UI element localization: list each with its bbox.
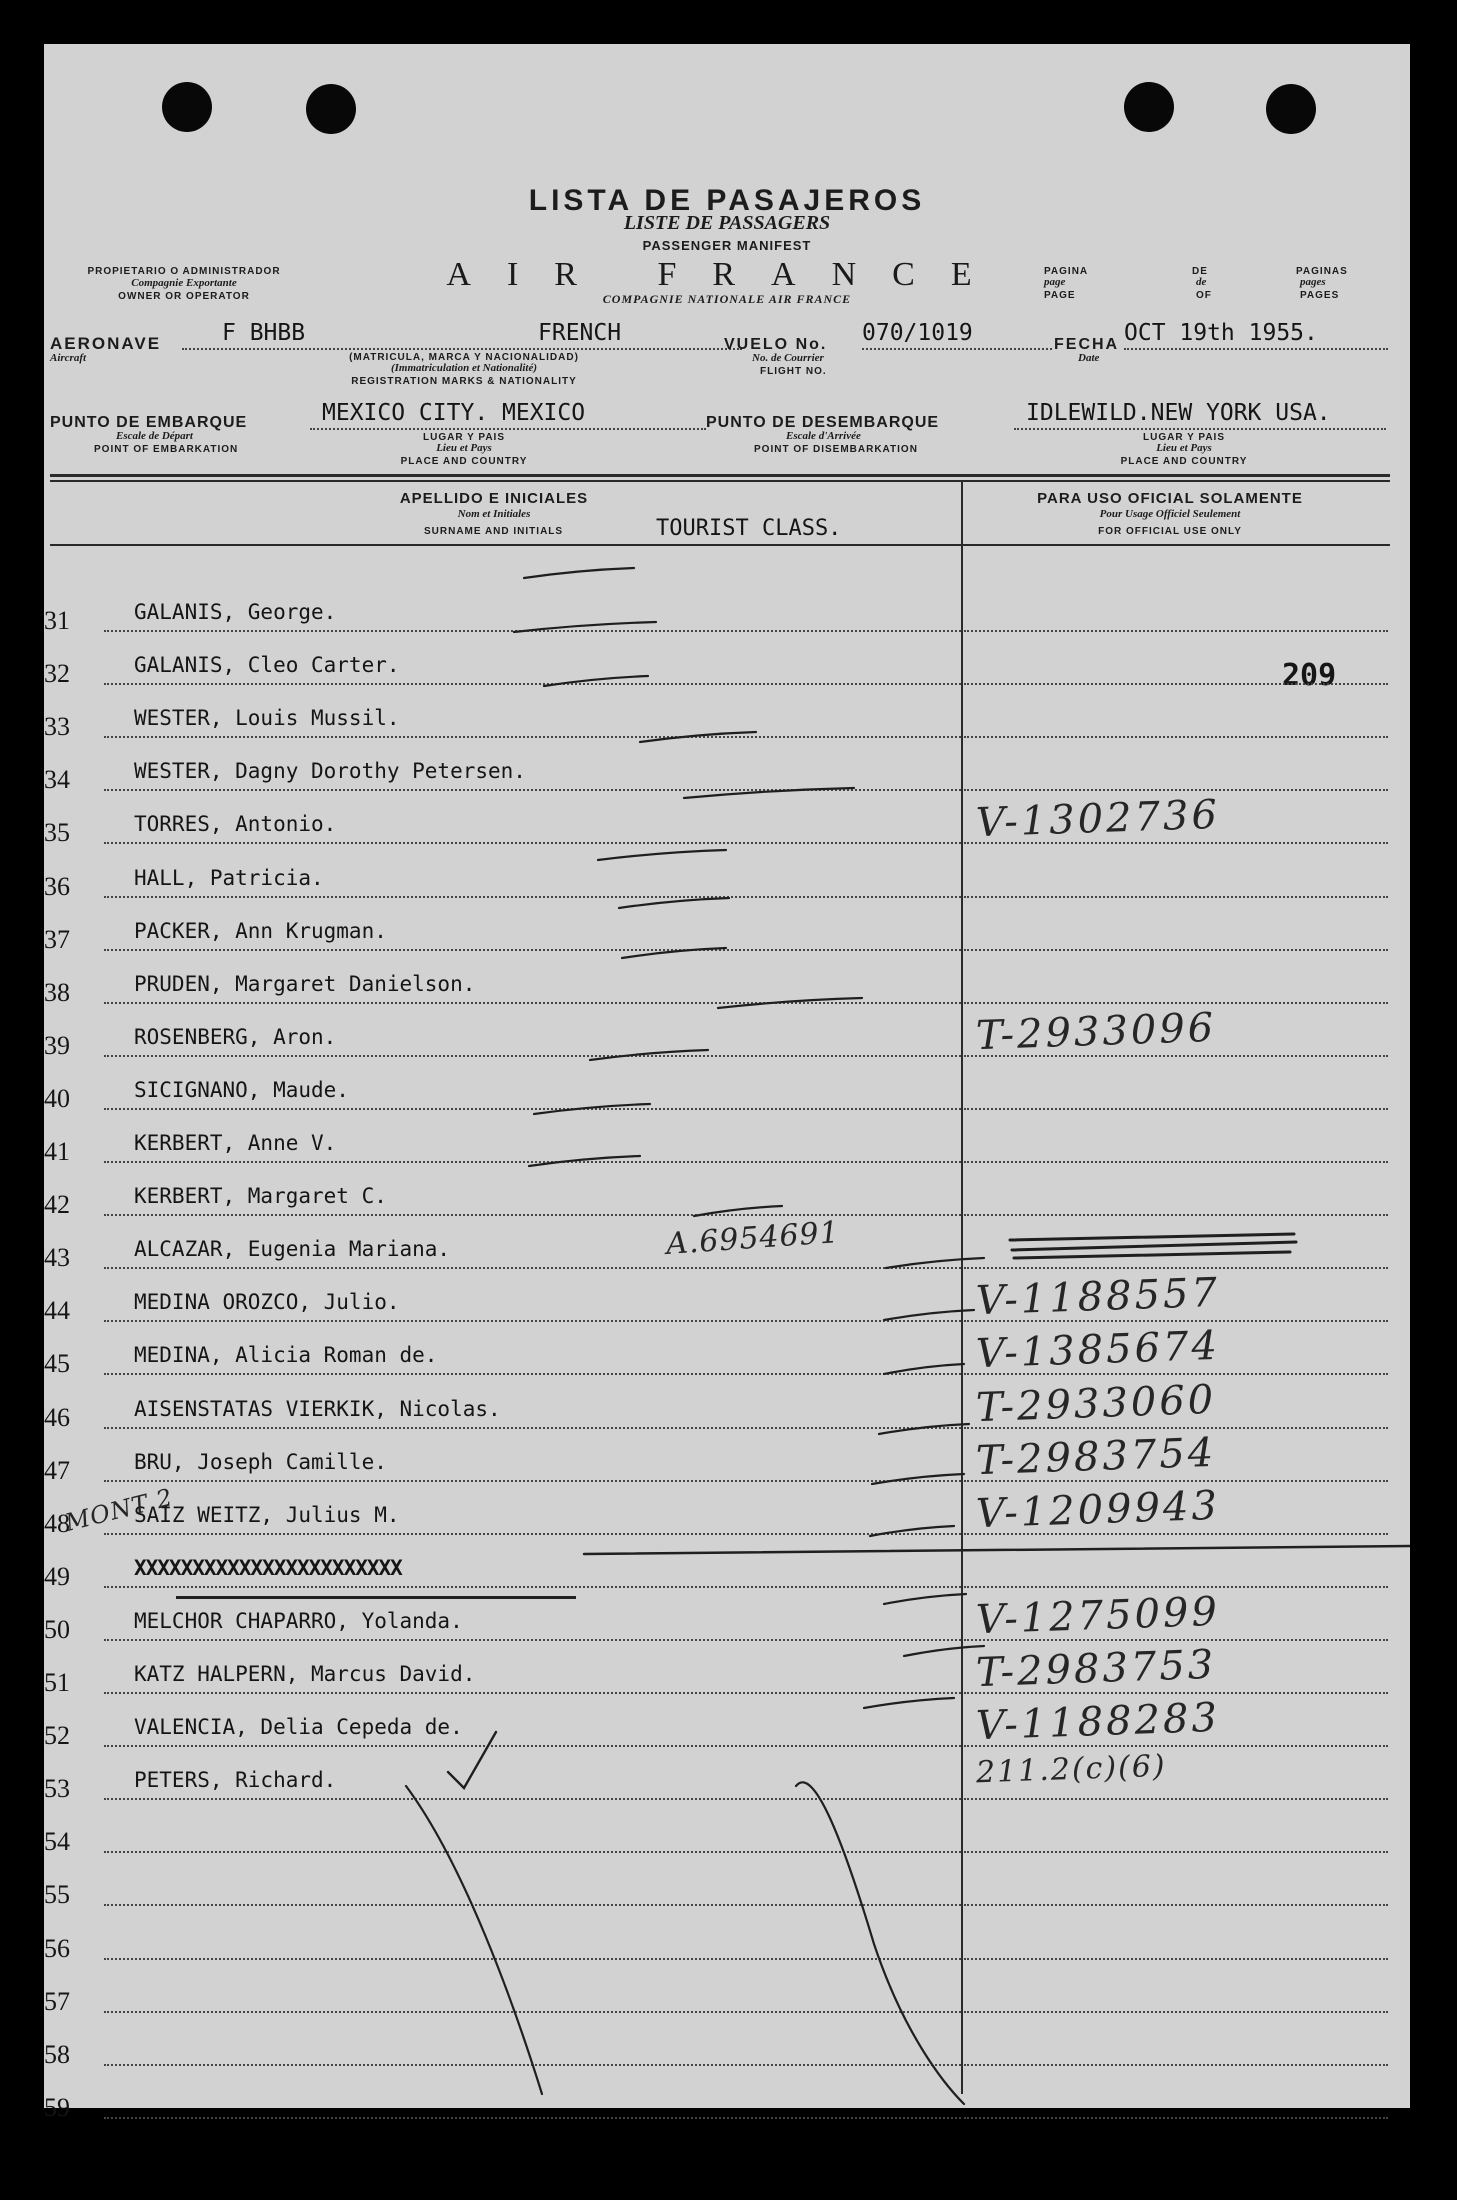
disembark-label-en: POINT OF DISEMBARKATION xyxy=(754,444,918,455)
visa-number: T-2933096 xyxy=(975,1004,1217,1059)
passenger-name: TORRES, Antonio. xyxy=(134,812,337,837)
row-number: 41 xyxy=(44,1137,70,1166)
pen-mark xyxy=(884,1594,966,1604)
row-number: 44 xyxy=(44,1296,70,1326)
flight-label: VUELO No. xyxy=(724,336,828,353)
passenger-name: MELCHOR CHAPARRO, Yolanda. xyxy=(134,1608,463,1633)
visa-number: V-1302736 xyxy=(975,792,1221,847)
page-title-en: PASSENGER MANIFEST xyxy=(642,238,812,253)
disembark-place-fr: Lieu et Pays xyxy=(1156,442,1212,454)
pen-mark xyxy=(640,732,756,742)
visa-number: V-1385674 xyxy=(975,1323,1221,1378)
row-number: 53 xyxy=(44,1774,70,1804)
pen-mark xyxy=(886,1258,984,1268)
disembark-label: PUNTO DE DESEMBARQUE xyxy=(706,414,940,431)
passenger-name: KERBERT, Anne V. xyxy=(134,1131,337,1155)
row-number: 32 xyxy=(44,659,70,689)
name-column-header-en: SURNAME AND INITIALS xyxy=(424,526,564,537)
row-number: 45 xyxy=(44,1349,70,1379)
passenger-name: GALANIS, George. xyxy=(134,600,337,624)
page-title: LISTA DE PASAJEROS xyxy=(528,184,926,217)
pen-mark xyxy=(590,1050,708,1060)
visa-number: V-1209943 xyxy=(975,1482,1221,1537)
row-underline xyxy=(104,2117,961,2119)
passenger-name: MEDINA, Alicia Roman de. xyxy=(134,1343,438,1368)
disembark-place-en: PLACE AND COUNTRY xyxy=(1120,456,1248,467)
pen-mark xyxy=(694,1206,782,1216)
row-number: 34 xyxy=(44,765,70,795)
passenger-name: ALCAZAR, Eugenia Mariana. xyxy=(134,1237,451,1262)
pen-mark xyxy=(524,568,634,578)
registration-label-es: (MATRICULA, MARCA Y NACIONALIDAD) xyxy=(349,352,579,363)
row-number: 39 xyxy=(44,1030,70,1060)
embark-label-fr: Escale de Départ xyxy=(116,430,193,442)
visa-number: T-2933060 xyxy=(975,1376,1217,1431)
passenger-name: KERBERT, Margaret C. xyxy=(134,1184,387,1209)
ink-annotations xyxy=(44,44,1410,2108)
visa-number: 211.2(c)(6) xyxy=(975,1748,1168,1791)
row-number: 36 xyxy=(44,871,70,901)
official-column-header-es: PARA USO OFICIAL SOLAMENTE xyxy=(1037,490,1303,507)
flight-label-en: FLIGHT NO. xyxy=(760,366,827,377)
pen-mark xyxy=(619,898,729,908)
visa-number: V-1275099 xyxy=(975,1588,1221,1644)
owner-label-fr: Compagnie Exportante xyxy=(131,277,237,289)
embark-value: MEXICO CITY. MEXICO xyxy=(322,400,586,426)
row-number: 57 xyxy=(44,1986,70,2016)
pen-mark xyxy=(870,1526,954,1536)
pen-mark xyxy=(622,948,726,958)
pen-mark xyxy=(904,1646,984,1656)
stamp-number: 209 xyxy=(1282,658,1337,693)
passenger-name: AISENSTATAS VIERKIK, Nicolas. xyxy=(134,1396,501,1421)
pages-label-es: PAGINAS xyxy=(1296,266,1348,277)
of-label-fr: de xyxy=(1196,276,1207,288)
row-number: 55 xyxy=(44,1880,70,1910)
aircraft-nationality: FRENCH xyxy=(538,320,622,346)
disembark-value: IDLEWILD.NEW YORK USA. xyxy=(1026,400,1331,426)
of-label-en: OF xyxy=(1196,290,1212,301)
row-number: 52 xyxy=(44,1721,70,1751)
passenger-name: WESTER, Dagny Dorothy Petersen. xyxy=(134,759,526,784)
row-number: 33 xyxy=(44,712,70,742)
flight-date: OCT 19th 1955. xyxy=(1124,320,1318,346)
row-number: 31 xyxy=(44,606,70,635)
pen-mark xyxy=(448,1732,496,1788)
airline-subtitle: COMPAGNIE NATIONALE AIR FRANCE xyxy=(602,292,852,306)
pen-mark xyxy=(884,1364,964,1374)
row-number: 46 xyxy=(44,1402,70,1432)
row-number: 56 xyxy=(44,1933,70,1963)
pages-label-fr: pages xyxy=(1300,276,1326,288)
disembark-place-es: LUGAR Y PAIS xyxy=(1142,432,1225,443)
visa-number: T-2983754 xyxy=(975,1429,1217,1484)
row-number: 58 xyxy=(44,2039,70,2069)
passenger-name: HALL, Patricia. xyxy=(134,865,324,890)
official-column-header-fr: Pour Usage Officiel Seulement xyxy=(1099,508,1241,520)
row-number: 59 xyxy=(44,2092,70,2122)
page-label-es: PAGINA xyxy=(1044,266,1089,277)
pen-mark xyxy=(684,788,854,798)
row-number: 51 xyxy=(44,1668,70,1697)
flight-label-fr: No. de Courrier xyxy=(752,352,824,364)
registration-label-en: REGISTRATION MARKS & NATIONALITY xyxy=(351,376,577,387)
passenger-name: GALANIS, Cleo Carter. xyxy=(134,653,400,678)
passenger-name: PRUDEN, Margaret Danielson. xyxy=(134,971,476,996)
name-column-header-fr: Nom et Initiales xyxy=(457,508,531,520)
page-label-fr: page xyxy=(1044,276,1066,288)
pages-label-en: PAGES xyxy=(1300,290,1340,301)
pen-mark xyxy=(598,850,726,860)
official-column-header-en: FOR OFFICIAL USE ONLY xyxy=(1098,526,1242,537)
owner-label-en: OWNER OR OPERATOR xyxy=(118,291,250,302)
flight-number: 070/1019 xyxy=(862,320,973,346)
pen-mark xyxy=(884,1310,974,1320)
aircraft-label: AERONAVE xyxy=(50,334,162,353)
passenger-name: WESTER, Louis Mussil. xyxy=(134,706,400,731)
row-number: 54 xyxy=(44,1827,70,1857)
pen-mark xyxy=(529,1156,640,1166)
page-label-en: PAGE xyxy=(1044,290,1076,301)
row-number: 37 xyxy=(44,924,70,954)
owner-label-es: PROPIETARIO O ADMINISTRADOR xyxy=(87,266,281,277)
embark-label: PUNTO DE EMBARQUE xyxy=(50,414,248,431)
embark-place-es: LUGAR Y PAIS xyxy=(422,432,505,443)
pen-mark xyxy=(406,1786,542,2094)
class-label: TOURIST CLASS. xyxy=(656,516,842,541)
pen-mark xyxy=(544,676,648,686)
row-number: 48 xyxy=(44,1508,70,1538)
pen-mark xyxy=(584,1546,1410,1554)
date-label-en: Date xyxy=(1078,352,1100,364)
pen-mark xyxy=(1010,1234,1296,1258)
pen-mark xyxy=(879,1424,969,1434)
visa-number: V-1188283 xyxy=(975,1694,1221,1750)
row-number: 38 xyxy=(44,977,70,1007)
passenger-name: VALENCIA, Delia Cepeda de. xyxy=(134,1715,463,1740)
visa-number: V-1188557 xyxy=(975,1270,1221,1325)
embark-label-en: POINT OF EMBARKATION xyxy=(94,444,239,455)
visa-number: T-2983753 xyxy=(975,1641,1217,1697)
passenger-name: XXXXXXXXXXXXXXXXXXXXXXX xyxy=(134,1555,402,1580)
registration-label-fr: (Immatriculation et Nationalité) xyxy=(390,362,538,374)
embark-place-fr: Lieu et Pays xyxy=(436,442,492,454)
airline-name: AIR FRANCE xyxy=(446,256,1008,293)
row-number: 47 xyxy=(44,1455,70,1485)
row-number: 50 xyxy=(44,1614,70,1644)
passenger-name: BRU, Joseph Camille. xyxy=(134,1449,387,1474)
aircraft-value: F BHBB xyxy=(222,320,306,346)
passenger-name: SICIGNANO, Maude. xyxy=(134,1077,349,1102)
pen-mark xyxy=(718,998,862,1008)
row-number: 42 xyxy=(44,1190,70,1220)
passenger-name: PETERS, Richard. xyxy=(134,1768,337,1793)
row-number: 49 xyxy=(44,1561,70,1591)
row-number: 40 xyxy=(44,1083,70,1113)
date-label: FECHA xyxy=(1054,336,1120,353)
pen-mark xyxy=(534,1104,650,1114)
pen-mark xyxy=(514,622,656,632)
row-number: 43 xyxy=(44,1243,70,1273)
passenger-name: MEDINA OROZCO, Julio. xyxy=(134,1290,400,1315)
passenger-name: SAIZ WEITZ, Julius M. xyxy=(134,1502,400,1527)
passenger-name: ROSENBERG, Aron. xyxy=(134,1024,337,1049)
page-title-fr: LISTE DE PASSAGERS xyxy=(623,212,831,234)
margin-note: MONT 2 xyxy=(62,1483,176,1537)
pen-mark xyxy=(864,1698,954,1708)
passenger-name: KATZ HALPERN, Marcus David. xyxy=(134,1662,476,1686)
aircraft-label-en: Aircraft xyxy=(50,352,87,364)
row-number: 35 xyxy=(44,818,70,848)
pen-mark xyxy=(796,1782,964,2104)
disembark-label-fr: Escale d'Arrivée xyxy=(786,430,861,442)
manifest-sheet xyxy=(44,44,1410,2122)
embark-place-en: PLACE AND COUNTRY xyxy=(400,456,528,467)
name-column-header-es: APELLIDO E INICIALES xyxy=(399,490,589,507)
alien-number: A.6954691 xyxy=(664,1215,841,1263)
official-underline xyxy=(964,2117,1388,2119)
of-label-es: DE xyxy=(1192,266,1208,277)
passenger-name: PACKER, Ann Krugman. xyxy=(134,918,387,943)
pen-mark xyxy=(872,1474,964,1484)
